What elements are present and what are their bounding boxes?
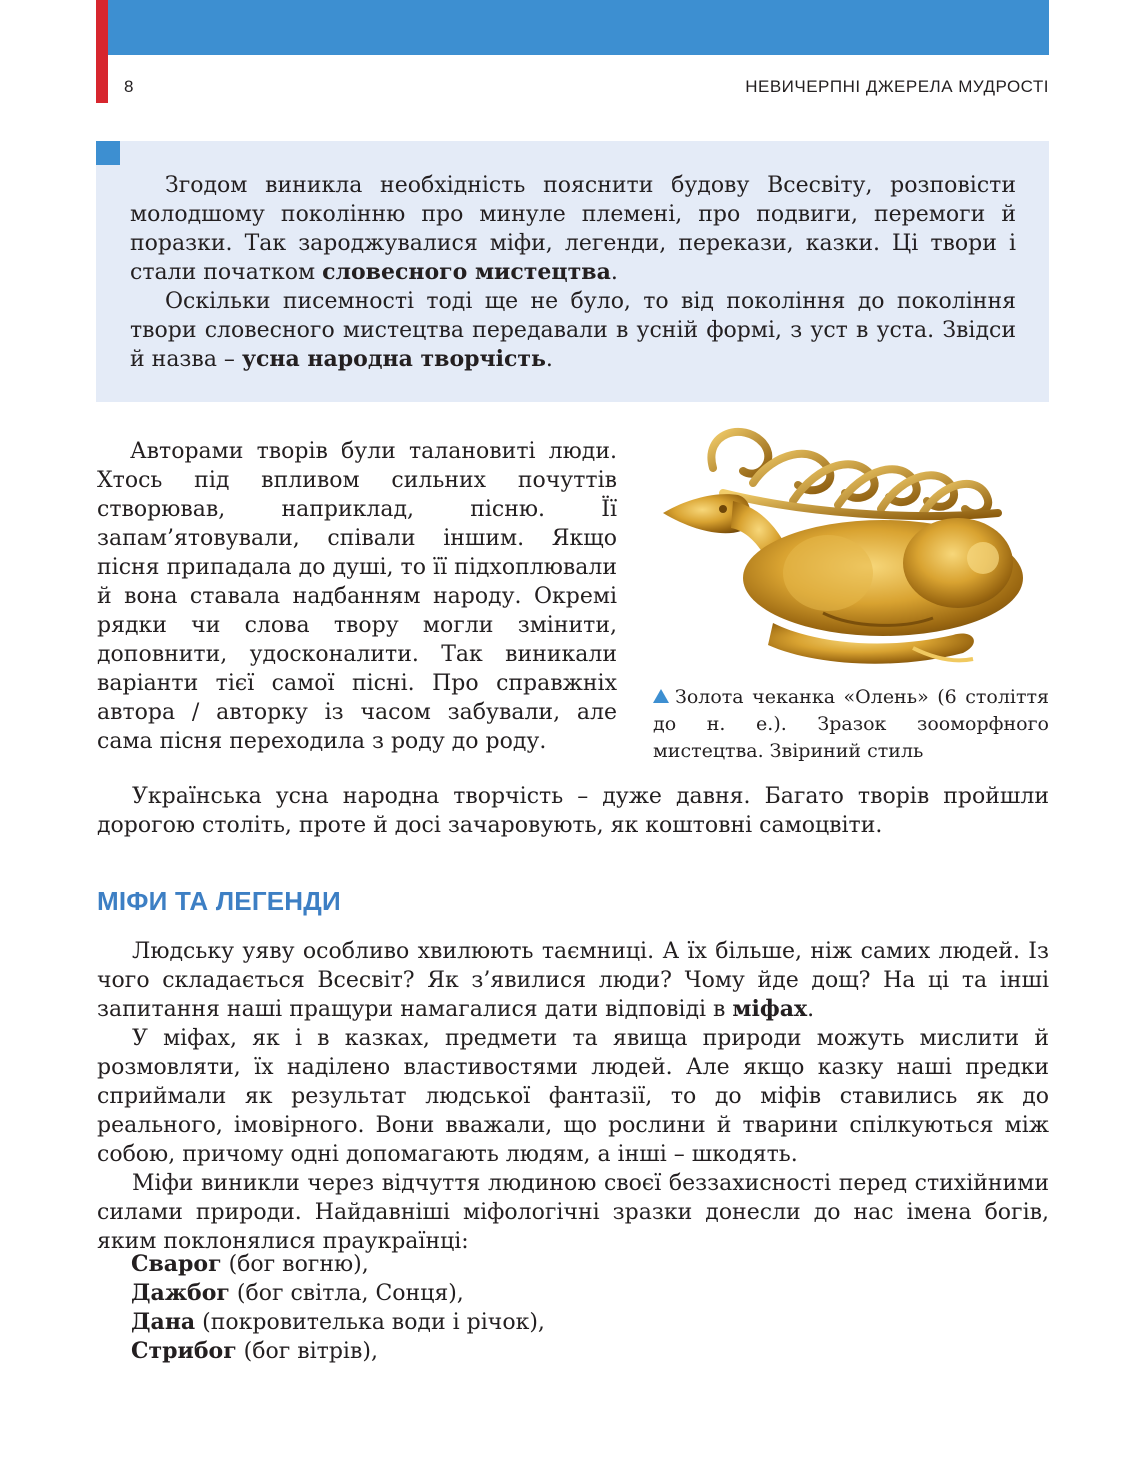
intro-callout-text bbox=[130, 171, 1016, 374]
callout-paragraph-1: Згодом виникла необхідність пояснити будову Всесвіту, розповісти молодшому поколінню про минуле племені, про подвиги, перемоги й поразки. Так зароджувалися міфи, легенди, перекази, казки. Ці твори і стали початком словесного мистецтва. bbox=[130, 173, 1016, 285]
antiquity-paragraph: Українська усна народна творчість – дуже давня. Багато творів пройшли дорогою століть, проте й досі зачаровують, як коштовні самоцвіти. bbox=[97, 784, 1049, 838]
god-item: Сварог (бог вогню), bbox=[131, 1251, 369, 1277]
page-number: 8 bbox=[124, 77, 134, 96]
god-item: Дажбог (бог світла, Сонця), bbox=[131, 1280, 464, 1306]
antiquity-block bbox=[97, 782, 1049, 840]
gods-list bbox=[131, 1250, 1031, 1366]
myths-paragraph-1: Людську уяву особливо хвилюють таємниці. А їх більше, ніж самих людей. Із чого складається Всесвіт? Як з’явилися люди? Чому йде дощ? На ці та інші запитання наші пращури намагалися дати відповіді в міфах. bbox=[97, 939, 1049, 1022]
golden-deer-image bbox=[653, 413, 1049, 678]
callout-paragraph-2: Оскільки писемності тоді ще не було, то від покоління до покоління твори словесного мистецтва передавали в усній формі, з уст в уста. Звідси й назва – усна народна творчість. bbox=[130, 289, 1016, 372]
myths-paragraph-2: У міфах, як і в казках, предмети та явища природи можуть мислити й розмовляти, їх наділено властивостями людей. Але якщо казку наші предки сприймали як результат людської фантазії, то до міфів ставились як до реального, імовірного. Вони вважали, що рослини й тварини спілкуються між собою, причому одні допомагають людям, а інші – шкодять. bbox=[97, 1026, 1049, 1167]
top-color-band bbox=[96, 0, 1049, 55]
authors-paragraph: Авторами творів були талановиті люди. Хтось під впливом сильних почуттів створював, наприклад, пісню. Її запам’ятовували, співали іншим. Якщо пісня припадала до душі, то її підхоплювали й вона ставала надбанням народу. Окремі рядки чи слова твору могли змінити, доповнити, удосконалити. Так виникали варіанти тієї самої пісні. Про справжніх автора / авторку із часом забували, але сама пісня переходила з роду до роду. bbox=[97, 439, 617, 754]
running-title: НЕВИЧЕРПНІ ДЖЕРЕЛА МУДРОСТІ bbox=[745, 77, 1049, 96]
callout-marker bbox=[96, 141, 120, 165]
caption-triangle-icon bbox=[653, 689, 669, 703]
god-item: Стрибог (бог вітрів), bbox=[131, 1338, 378, 1364]
section-heading: МІФИ ТА ЛЕГЕНДИ bbox=[97, 886, 341, 916]
figure-caption: Золота чеканка «Олень» (6 століття до н. е.). Зразок зооморфного мистецтва. Звіриний стиль bbox=[653, 686, 1049, 762]
authors-column bbox=[97, 437, 617, 756]
myths-text bbox=[97, 937, 1049, 1256]
red-margin-bar bbox=[96, 0, 108, 103]
myths-paragraph-3: Міфи виникли через відчуття людиною своєї беззахисності перед стихійними силами природи. Найдавніші міфологічні зразки донесли до нас імена богів, яким поклонялися праукраїнці: bbox=[97, 1171, 1049, 1254]
god-item: Дана (покровителька води і річок), bbox=[131, 1309, 545, 1335]
